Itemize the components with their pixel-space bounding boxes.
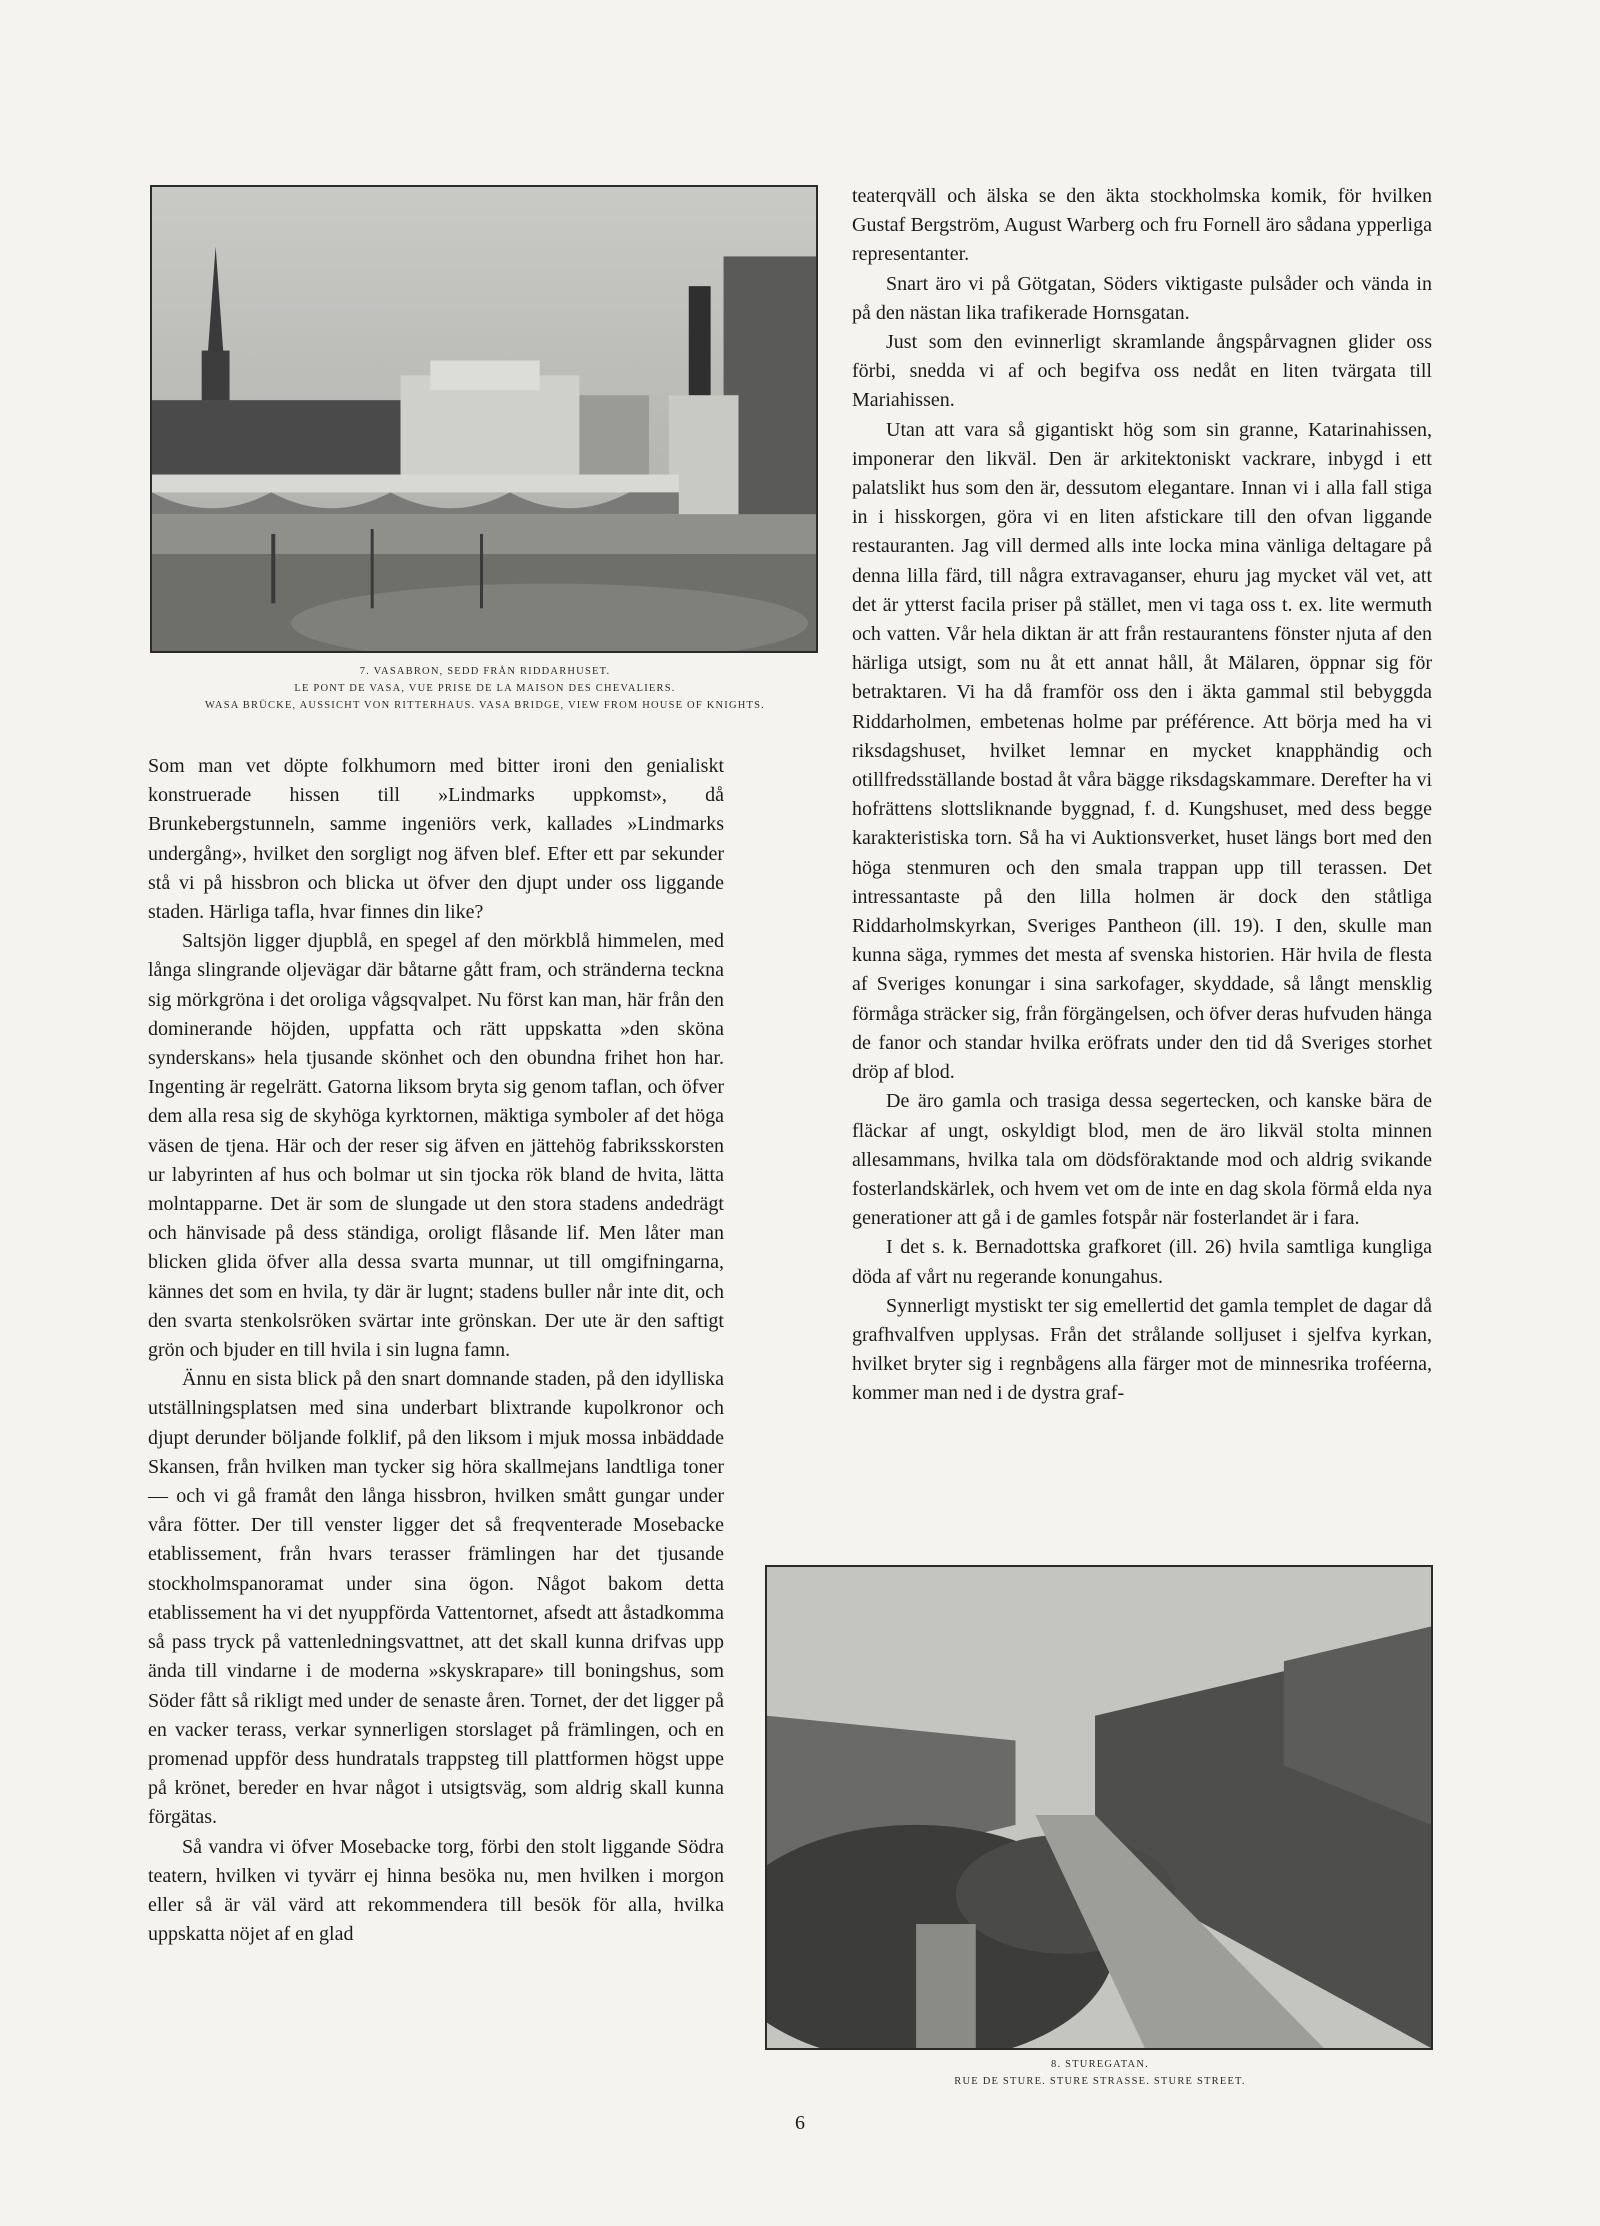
paragraph: Så vandra vi öfver Mosebacke torg, förbi den stolt liggande Södra teatern, hvilken vi tyvärr ej hinna besöka nu, men hvilken i morgon eller så är väl värd att rekommendera till besök för alla, hvilka uppskatta nöjet af en glad (148, 1835, 724, 1946)
caption-line: WASA BRÜCKE, AUSSICHT VON RITTERHAUS. VASA BRIDGE, VIEW FROM HOUSE OF KNIGHTS. (204, 700, 766, 711)
paragraph: Utan att vara så gigantiskt hög som sin granne, Katarinahissen, imponerar den likväl. Den är arkitektoniskt vackrare, inbygd i ett palatslikt hus som den är, dessutom elegantare. Innan vi i alla fall stiga in i hisskorgen, göra vi en liten afstickare till den ofvan liggande restauranten. Jag vill dermed alls inte locka mina vänliga deltagare på denna lilla färd, till några extravaganser, ehuru jag mycket väl vet, att det är ytterst facila priser på stället, men vi taga oss t. ex. lite wermuth och vatten. Vår hela diktan är att från restaurantens fönster njuta af den härliga utsigt, som nu åt ett annat håll, åt Mälaren, öppnar sig för betraktaren. Vi ha då framför oss den i äkta gammal stil bebyggda Riddarholmen, embetenas holme par préférence. Att börja med ha vi riksdagshuset, hvilket lemnar en mycket knapphändig och otillfredsställande bostad åt våra bägge riksdagskammare. Derefter ha vi hofrättens slottsliknande byggnad, f. d. Kungshuset, med dess begge karakteristiska torn. Så ha vi Auktionsverket, huset längs bort med den höga stenmuren och den smala trappan upp till terassen. Det intressantaste på den lilla holmen är dock den ståtliga Riddarholmskyrkan, Sveriges Pantheon (ill. 19). I den, skulle man kunna säga, rymmes det mesta af svenska historien. Här hvila de flesta af Sveriges konungar i sina sarkofager, skyddade, så långt mensklig förmåga sträcker sig, från förgängelsen, och öfver deras hufvuden hänga de fanor och standar hvilka eröfrats under den tid då Sveriges storhet dröp af blod. (852, 418, 1432, 1084)
caption-line: 7. VASABRON, SEDD FRÅN RIDDARHUSET. (359, 666, 611, 677)
paragraph: Som man vet döpte folkhumorn med bitter ironi den genialiskt konstruerade hissen till »Lindmarks uppkomst», då Brunkebergstunneln, samme ingeniörs verk, kallades »Lindmarks undergång», hvilket den sorgligt nog äfven blef. Efter ett par sekunder stå vi på hissbron och blicka ut öfver den djupt under oss liggande staden. Härliga tafla, hvar finnes din like? (148, 755, 724, 924)
photo-sturegatan (765, 1565, 1433, 2050)
photo-sturegatan-illustration (767, 1567, 1431, 2048)
caption-line: 8. STUREGATAN. (1051, 2059, 1149, 2070)
caption-line: LE PONT DE VASA, VUE PRISE DE LA MAISON DES CHEVALIERS. (294, 683, 676, 694)
caption-line: RUE DE STURE. STURE STRASSE. STURE STREET. (954, 2076, 1246, 2087)
figure-7-caption (140, 663, 830, 714)
page-number: 6 (795, 2112, 805, 2134)
paragraph: Snart äro vi på Götgatan, Söders viktigaste pulsåder och vända in på den nästan lika trafikerade Hornsgatan. (852, 272, 1432, 324)
paragraph: teaterqväll och älska se den äkta stockholmska komik, för hvilken Gustaf Bergström, August Warberg och fru Fornell äro sådana ypperliga representanter. (852, 185, 1432, 266)
paragraph: Saltsjön ligger djupblå, en spegel af den mörkblå himmelen, med långa slingrande oljevägar där båtarne gått fram, och stränderna teckna sig mörkgröna i det oroliga vågsqvalpet. Nu först kan man, här från den dominerande höjden, uppfatta och rätt uppskatta »den sköna synderskans» hela tjusande skönhet och den obundna frihet hon har. Ingenting är regelrätt. Gatorna liksom bryta sig genom taflan, och öfver dem alla resa sig de skyhöga kyrktornen, mäktiga symboler af det höga väsen de tjena. Här och der reser sig äfven en jättehög fabriksskorsten ur labyrinten af hus och bolmar ut sin tjocka rök bland de hvita, lätta molntapparne. Det är som de slungade ut den stora stadens andedrägt och hänvisade på dess ständiga, oroligt flåsande lif. Men låter man blicken glida öfver alla dessa svarta munnar, ut till omgifningarna, kännes det som en hvila, ty där är lugnt; stadens buller når inte dit, och den svarta stenkolsröken svärtar inte grönskan. Der ute är den saftigt grön och bjuder en till hvila i sin lugna famn. (148, 930, 724, 1362)
right-text-column (852, 182, 1432, 1409)
paragraph: Synnerligt mystiskt ter sig emellertid det gamla templet de dagar då grafhvalfven upplysas. Från det strålande solljuset i sjelfva kyrkan, hvilket bryter sig i regnbågens alla färger mot de minnesrika troféerna, kommer man ned i de dystra graf- (852, 1294, 1432, 1405)
paragraph: Ännu en sista blick på den snart domnande staden, på den idylliska utställningsplatsen med sina underbart blixtrande kupolkronor och djupt derunder böljande folklif, på den liksom i mjuk mossa inbäddade Skansen, från hvilken man tycker sig höra skallmejans landtliga toner — och vi gå framåt den långa hissbron, hvilken smått gungar under våra fötter. Der till venster ligger det så freqventerade Mosebacke etablissement, från hvars terasser främlingen har det tjusande stockholmspanoramat under sina ögon. Något bakom detta etablissement ha vi det nyuppförda Vattentornet, afsedt att åstadkomma så pass tryck på vattenledningsvattnet, att det skall kunna drifvas upp ända till vindarne i de moderna »skyskrapare» till boningshus, som Söder fått så rikligt med under de senaste åren. Tornet, der det ligger på en vacker terass, verkar synnerligen storslaget på främlingen, och en promenad uppför dess hundratals trappsteg till plattformen högst uppe på krönet, bereder en hvar något i utsigtsväg, som aldrig skall kunna förgätas. (148, 1368, 724, 1829)
left-text-column (148, 752, 724, 1949)
paragraph: I det s. k. Bernadottska grafkoret (ill. 26) hvila samtliga kungliga döda af vårt nu regerande konungahus. (852, 1236, 1432, 1288)
photo-vasabron-illustration (152, 187, 816, 651)
paragraph: Just som den evinnerligt skramlande ångspårvagnen glider oss förbi, snedda vi af och begifva oss nedåt en liten tvärgata till Mariahissen. (852, 331, 1432, 412)
photo-vasabron (150, 185, 818, 653)
paragraph: De äro gamla och trasiga dessa segertecken, och kanske bära de fläckar af ungt, oskyldigt blod, men de äro likväl stolta minnen allesammans, hvilka tala om dödsföraktande mod och aldrig svikande fosterlandskärlek, och hvem vet om de inte en dag skola förmå elda nya generationer att gå i de gamles fotspår när fosterlandet är i fara. (852, 1090, 1432, 1230)
figure-8-caption (760, 2056, 1440, 2090)
